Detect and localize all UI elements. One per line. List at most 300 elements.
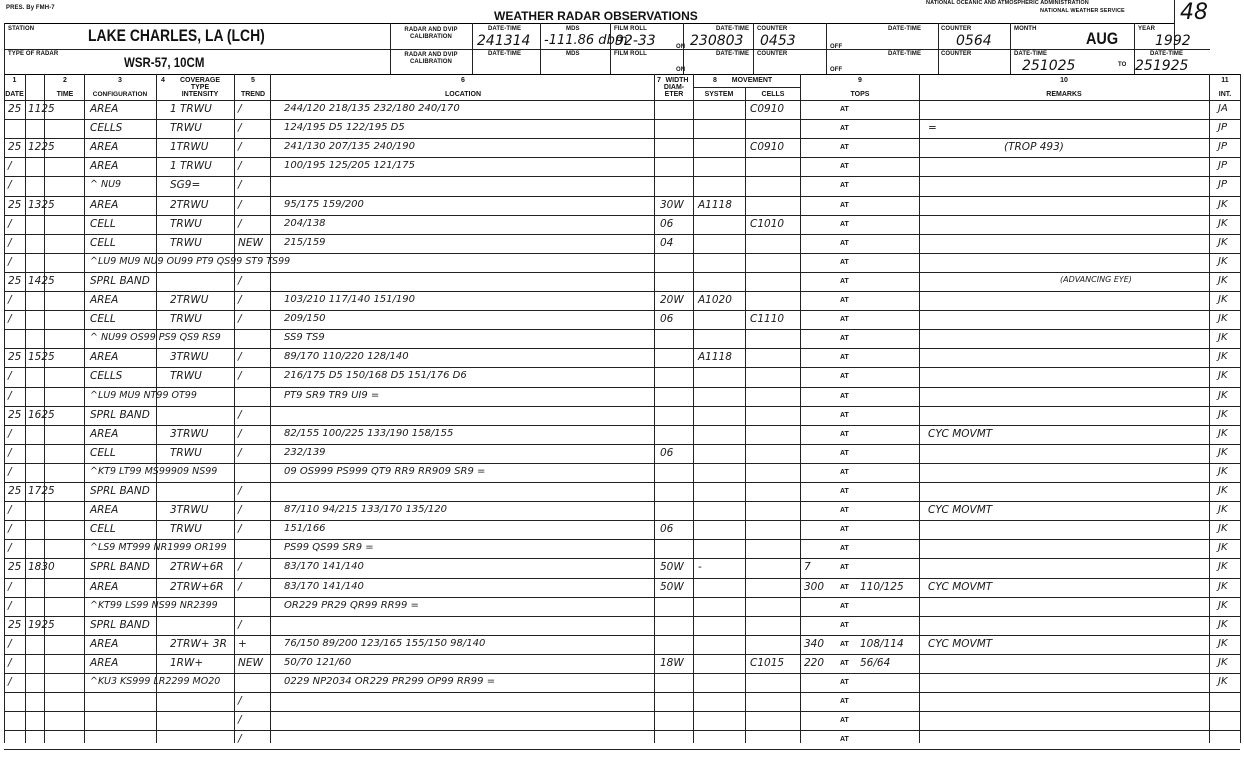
row-initials: JK bbox=[1218, 390, 1228, 401]
row-remarks: CYC MOVMT bbox=[928, 504, 993, 516]
row-divider bbox=[4, 558, 1240, 559]
counter-label-2: COUNTER bbox=[757, 51, 788, 57]
row-width: 50W bbox=[660, 581, 684, 593]
row-configuration: ^KT99 LS99 NS99 NR2399 bbox=[90, 600, 218, 611]
row-cells-movement: C0910 bbox=[750, 103, 785, 115]
row-location: 244/120 218/135 232/180 240/170 bbox=[284, 103, 460, 114]
film-roll-label-2: FILM ROLL bbox=[614, 51, 647, 57]
row-trend: / bbox=[238, 103, 242, 115]
row-remarks: (TROP 493) bbox=[1004, 141, 1064, 153]
year-label: YEAR bbox=[1138, 26, 1156, 32]
row-configuration: ^KT9 LT99 MS99909 NS99 bbox=[90, 466, 218, 477]
row-date: / bbox=[8, 676, 12, 688]
row-date: / bbox=[8, 504, 12, 516]
row-trend: / bbox=[238, 218, 242, 230]
at-label: AT bbox=[840, 736, 849, 743]
row-initials: JK bbox=[1218, 466, 1228, 477]
film-roll-value: 92-33 bbox=[615, 33, 656, 49]
row-date: / bbox=[8, 313, 12, 325]
row-date: 25 bbox=[8, 619, 22, 631]
station-value: LAKE CHARLES, LA (LCH) bbox=[88, 26, 265, 45]
col8-num: 8 bbox=[713, 77, 717, 84]
row-remarks: CYC MOVMT bbox=[928, 581, 993, 593]
at-label: AT bbox=[840, 717, 849, 724]
row-divider bbox=[4, 711, 1240, 712]
row-divider bbox=[4, 291, 1240, 292]
at-label: AT bbox=[840, 507, 849, 514]
row-initials: JP bbox=[1218, 122, 1227, 133]
form-id: PRES. By FMH-7 bbox=[6, 5, 55, 11]
row-intensity: 2TRWU bbox=[170, 294, 209, 306]
row-location: 83/170 141/140 bbox=[284, 581, 364, 592]
row-date: / bbox=[8, 600, 12, 612]
row-initials: JK bbox=[1218, 218, 1228, 229]
row-trend: / bbox=[238, 370, 242, 382]
row-initials: JP bbox=[1218, 179, 1227, 190]
row-configuration: ^LU9 MU9 NT99 OT99 bbox=[90, 390, 197, 401]
row-date: / bbox=[8, 657, 12, 669]
row-configuration: CELLS bbox=[90, 122, 123, 134]
row-divider bbox=[4, 310, 1240, 311]
row-tops-height: 340 bbox=[804, 638, 825, 650]
row-width: 06 bbox=[660, 447, 674, 459]
row-system-movement: - bbox=[698, 561, 702, 573]
col6-header: LOCATION bbox=[444, 91, 482, 98]
row-configuration: SPRL BAND bbox=[90, 619, 150, 631]
row-initials: JK bbox=[1218, 294, 1228, 305]
row-date: 25 bbox=[8, 141, 22, 153]
row-location: SS9 TS9 bbox=[284, 332, 325, 343]
row-time: 1525 bbox=[28, 351, 55, 363]
at-label: AT bbox=[840, 679, 849, 686]
row-width: 06 bbox=[660, 523, 674, 535]
row-remarks: = bbox=[928, 122, 937, 134]
row-date: / bbox=[8, 370, 12, 382]
row-divider bbox=[4, 348, 1240, 349]
row-initials: JK bbox=[1218, 504, 1228, 515]
row-divider bbox=[4, 730, 1240, 731]
col7-num: 7 bbox=[657, 77, 661, 84]
row-initials: JK bbox=[1218, 676, 1228, 687]
radar-cal-label-2: RADAR AND DVIP CALIBRATION bbox=[404, 52, 458, 65]
row-divider bbox=[4, 463, 1240, 464]
row-configuration: AREA bbox=[90, 351, 119, 363]
row-configuration: CELL bbox=[90, 523, 116, 535]
row-time: 1725 bbox=[28, 485, 55, 497]
row-divider bbox=[4, 119, 1240, 120]
row-initials: JK bbox=[1218, 256, 1228, 267]
row-width: 04 bbox=[660, 237, 674, 249]
col5-num: 5 bbox=[251, 77, 255, 84]
row-divider bbox=[4, 482, 1240, 483]
row-location: OR229 PR29 QR99 RR99 = bbox=[284, 600, 419, 611]
row-intensity: 3TRWU bbox=[170, 428, 209, 440]
row-date: 25 bbox=[8, 485, 22, 497]
at-label: AT bbox=[840, 163, 849, 170]
row-date: / bbox=[8, 294, 12, 306]
row-initials: JK bbox=[1218, 409, 1228, 420]
row-date: / bbox=[8, 237, 12, 249]
at-label: AT bbox=[840, 431, 849, 438]
month-value: AUG bbox=[1086, 29, 1119, 48]
row-date: / bbox=[8, 428, 12, 440]
row-remarks: CYC MOVMT bbox=[928, 428, 993, 440]
row-trend: / bbox=[238, 504, 242, 516]
film-datetime-label-2: DATE-TIME bbox=[716, 51, 750, 57]
row-location: 232/139 bbox=[284, 447, 326, 458]
year-value: 1992 bbox=[1155, 33, 1191, 49]
row-date: / bbox=[8, 160, 12, 172]
row-initials: JK bbox=[1218, 370, 1228, 381]
col2-header: TIME bbox=[56, 91, 74, 98]
col4-header-a: COVERAGE bbox=[179, 77, 221, 84]
row-intensity: TRWU bbox=[170, 122, 202, 134]
row-tops-height: 220 bbox=[804, 657, 825, 669]
row-divider bbox=[4, 329, 1240, 330]
col8-cells: CELLS bbox=[761, 91, 785, 98]
range-datetime-label-2: DATE-TIME bbox=[1150, 51, 1184, 57]
counter2-label-1: COUNTER bbox=[941, 26, 972, 32]
at-label: AT bbox=[840, 526, 849, 533]
row-initials: JK bbox=[1218, 581, 1228, 592]
at-label: AT bbox=[840, 469, 849, 476]
row-initials: JK bbox=[1218, 619, 1228, 630]
row-trend: / bbox=[238, 619, 242, 631]
col1-header: DATE bbox=[5, 91, 24, 98]
row-trend: / bbox=[238, 199, 242, 211]
col8-system: SYSTEM bbox=[704, 91, 734, 98]
at-label: AT bbox=[840, 335, 849, 342]
row-configuration: CELLS bbox=[90, 370, 123, 382]
row-initials: JK bbox=[1218, 428, 1228, 439]
row-date: / bbox=[8, 466, 12, 478]
counter2-value: 0564 bbox=[956, 33, 992, 49]
counter-label-1: COUNTER bbox=[757, 26, 788, 32]
row-intensity: 2TRW+ 3R bbox=[170, 638, 227, 650]
row-divider bbox=[4, 176, 1240, 177]
row-divider bbox=[4, 501, 1240, 502]
row-divider bbox=[4, 597, 1240, 598]
col11-header: INT. bbox=[1218, 91, 1232, 98]
row-intensity: TRWU bbox=[170, 237, 202, 249]
row-intensity: 3TRWU bbox=[170, 504, 209, 516]
row-configuration: ^ NU99 OS99 PS9 QS9 RS9 bbox=[90, 332, 221, 343]
row-divider bbox=[4, 692, 1240, 693]
row-date: / bbox=[8, 256, 12, 268]
row-location: 100/195 125/205 121/175 bbox=[284, 160, 415, 171]
datetime-label-2: DATE-TIME bbox=[488, 51, 522, 57]
counter-value: 0453 bbox=[760, 33, 796, 49]
row-initials: JK bbox=[1218, 657, 1228, 668]
at-label: AT bbox=[840, 182, 849, 189]
page-number: 48 bbox=[1180, 0, 1208, 25]
row-tops: 108/114 bbox=[860, 638, 904, 650]
row-divider bbox=[4, 520, 1240, 521]
col5-header: TREND bbox=[240, 91, 266, 98]
row-date: 25 bbox=[8, 103, 22, 115]
row-initials: JK bbox=[1218, 600, 1228, 611]
at-label: AT bbox=[840, 144, 849, 151]
row-intensity: 2TRW+6R bbox=[170, 561, 224, 573]
row-configuration: AREA bbox=[90, 657, 119, 669]
row-trend: NEW bbox=[238, 237, 263, 249]
row-intensity: 3TRWU bbox=[170, 351, 209, 363]
row-width: 18W bbox=[660, 657, 684, 669]
row-location: 83/170 141/140 bbox=[284, 561, 364, 572]
at-label: AT bbox=[840, 450, 849, 457]
row-initials: JK bbox=[1218, 485, 1228, 496]
row-configuration: ^ NU9 bbox=[90, 179, 122, 190]
row-trend: + bbox=[238, 638, 247, 650]
row-configuration: AREA bbox=[90, 428, 119, 440]
row-date: / bbox=[8, 447, 12, 459]
row-tops: 56/64 bbox=[860, 657, 891, 669]
row-date: / bbox=[8, 638, 12, 650]
col9-header: TOPS bbox=[850, 91, 870, 98]
row-initials: JK bbox=[1218, 313, 1228, 324]
row-trend: / bbox=[238, 179, 242, 191]
col3-num: 3 bbox=[118, 77, 122, 84]
row-divider bbox=[4, 539, 1240, 540]
agency-line1: NATIONAL OCEANIC AND ATMOSPHERIC ADMINISTRATION bbox=[926, 0, 1089, 6]
row-location: 89/170 110/220 128/140 bbox=[284, 351, 409, 362]
off-datetime-label-1: DATE-TIME bbox=[888, 26, 922, 32]
row-configuration: SPRL BAND bbox=[90, 409, 150, 421]
on-label-1: ON bbox=[676, 44, 686, 50]
row-divider bbox=[4, 138, 1240, 139]
at-label: AT bbox=[840, 622, 849, 629]
row-location: 76/150 89/200 123/165 155/150 98/140 bbox=[284, 638, 486, 649]
row-location: 209/150 bbox=[284, 313, 326, 324]
row-trend: / bbox=[238, 351, 242, 363]
row-tops-height: 7 bbox=[804, 561, 811, 573]
row-configuration: SPRL BAND bbox=[90, 275, 150, 287]
row-intensity: 1RW+ bbox=[170, 657, 204, 669]
col1-num: 1 bbox=[12, 77, 17, 84]
row-tops-height: 300 bbox=[804, 581, 825, 593]
row-date: 25 bbox=[8, 275, 22, 287]
at-label: AT bbox=[840, 603, 849, 610]
col4-header-c: INTENSITY bbox=[181, 91, 219, 98]
col11-num: 11 bbox=[1221, 77, 1229, 84]
row-configuration: ^KU3 KS999 LR2299 MO20 bbox=[90, 676, 221, 687]
mds-value: -111.86 dbm bbox=[544, 33, 628, 48]
col10-num: 10 bbox=[1060, 77, 1068, 84]
row-trend: / bbox=[238, 485, 242, 497]
row-configuration: SPRL BAND bbox=[90, 485, 150, 497]
row-width: 50W bbox=[660, 561, 684, 573]
at-label: AT bbox=[840, 698, 849, 705]
row-width: 06 bbox=[660, 313, 674, 325]
row-initials: JK bbox=[1218, 351, 1228, 362]
row-initials: JK bbox=[1218, 638, 1228, 649]
film-datetime-value: 230803 bbox=[690, 33, 744, 49]
row-divider bbox=[4, 196, 1240, 197]
row-date: / bbox=[8, 581, 12, 593]
row-intensity: TRWU bbox=[170, 370, 202, 382]
row-system-movement: A1118 bbox=[698, 351, 732, 363]
row-location: 204/138 bbox=[284, 218, 326, 229]
row-trend: / bbox=[238, 275, 242, 287]
col8-header: MOVEMENT bbox=[731, 77, 773, 84]
row-trend: / bbox=[238, 561, 242, 573]
row-time: 1325 bbox=[28, 199, 55, 211]
row-time: 1625 bbox=[28, 409, 55, 421]
row-divider bbox=[4, 444, 1240, 445]
col7-header-a: WIDTH bbox=[665, 77, 689, 84]
row-location: 0229 NP2034 OR229 PR299 OP99 RR99 = bbox=[284, 676, 496, 687]
radar-cal-label-1: RADAR AND DVIP CALIBRATION bbox=[404, 27, 458, 40]
row-remarks: CYC MOVMT bbox=[928, 638, 993, 650]
datetime-value: 241314 bbox=[477, 33, 531, 49]
row-configuration: ^LU9 MU9 NU9 OU99 PT9 QS99 ST9 TS99 bbox=[90, 256, 291, 267]
row-location: 82/155 100/225 133/190 158/155 bbox=[284, 428, 454, 439]
at-label: AT bbox=[840, 259, 849, 266]
at-label: AT bbox=[840, 564, 849, 571]
row-date: 25 bbox=[8, 409, 22, 421]
row-configuration: AREA bbox=[90, 141, 119, 153]
on-label-2: ON bbox=[676, 67, 686, 73]
row-configuration: AREA bbox=[90, 638, 119, 650]
row-configuration: CELL bbox=[90, 237, 116, 249]
row-system-movement: A1118 bbox=[698, 199, 732, 211]
counter2-label-2: COUNTER bbox=[941, 51, 972, 57]
row-divider bbox=[4, 367, 1240, 368]
off-label-1: OFF bbox=[830, 44, 843, 50]
at-label: AT bbox=[840, 393, 849, 400]
form-title: WEATHER RADAR OBSERVATIONS bbox=[494, 9, 698, 23]
row-trend: / bbox=[238, 294, 242, 306]
row-configuration: AREA bbox=[90, 199, 119, 211]
row-cells-movement: C1010 bbox=[750, 218, 785, 230]
row-divider bbox=[4, 387, 1240, 388]
col2-num: 2 bbox=[63, 77, 67, 84]
row-trend: / bbox=[238, 714, 242, 726]
at-label: AT bbox=[840, 584, 849, 591]
row-location: 241/130 207/135 240/190 bbox=[284, 141, 415, 152]
row-configuration: CELL bbox=[90, 218, 116, 230]
at-label: AT bbox=[840, 125, 849, 132]
row-initials: JK bbox=[1218, 447, 1228, 458]
row-intensity: 1TRWU bbox=[170, 141, 209, 153]
row-trend: / bbox=[238, 695, 242, 707]
row-location: 50/70 121/60 bbox=[284, 657, 352, 668]
row-location: 103/210 117/140 151/190 bbox=[284, 294, 415, 305]
row-width: 06 bbox=[660, 218, 674, 230]
row-width: 20W bbox=[660, 294, 684, 306]
film-datetime-label-1: DATE-TIME bbox=[716, 26, 750, 32]
row-configuration: AREA bbox=[90, 103, 119, 115]
film-roll-label-1: FILM ROLL bbox=[614, 26, 647, 32]
radar-type-label: TYPE OF RADAR bbox=[8, 51, 59, 57]
row-intensity: 2TRW+6R bbox=[170, 581, 224, 593]
datetime-label-1: DATE-TIME bbox=[488, 26, 522, 32]
row-system-movement: A1020 bbox=[698, 294, 732, 306]
row-divider bbox=[4, 673, 1240, 674]
row-intensity: 1 TRWU bbox=[170, 103, 212, 115]
row-configuration: SPRL BAND bbox=[90, 561, 150, 573]
row-intensity: TRWU bbox=[170, 313, 202, 325]
row-remarks: (ADVANCING EYE) bbox=[1060, 275, 1132, 284]
row-trend: NEW bbox=[238, 657, 263, 669]
at-label: AT bbox=[840, 373, 849, 380]
row-location: 87/110 94/215 133/170 135/120 bbox=[284, 504, 447, 515]
row-trend: / bbox=[238, 160, 242, 172]
row-time: 1925 bbox=[28, 619, 55, 631]
row-location: PS99 QS99 SR9 = bbox=[284, 542, 374, 553]
row-intensity: 1 TRWU bbox=[170, 160, 212, 172]
off-label-2: OFF bbox=[830, 67, 843, 73]
row-cells-movement: C1110 bbox=[750, 313, 785, 325]
row-divider bbox=[4, 425, 1240, 426]
at-label: AT bbox=[840, 412, 849, 419]
at-label: AT bbox=[840, 240, 849, 247]
row-location: 95/175 159/200 bbox=[284, 199, 364, 210]
row-divider bbox=[4, 578, 1240, 579]
row-divider bbox=[4, 215, 1240, 216]
row-intensity: SG9= bbox=[170, 179, 201, 191]
agency-line2: NATIONAL WEATHER SERVICE bbox=[1040, 8, 1125, 14]
row-divider bbox=[4, 749, 1240, 750]
row-initials: JK bbox=[1218, 275, 1228, 286]
row-initials: JK bbox=[1218, 237, 1228, 248]
row-initials: JK bbox=[1218, 561, 1228, 572]
col3-header: CONFIGURATION bbox=[92, 91, 148, 98]
off-datetime-label-2: DATE-TIME bbox=[888, 51, 922, 57]
row-initials: JK bbox=[1218, 542, 1228, 553]
row-trend: / bbox=[238, 523, 242, 535]
row-configuration: CELL bbox=[90, 313, 116, 325]
row-configuration: AREA bbox=[90, 294, 119, 306]
row-intensity: TRWU bbox=[170, 447, 202, 459]
row-location: 09 OS999 PS999 QT9 RR9 RR909 SR9 = bbox=[284, 466, 486, 477]
row-trend: / bbox=[238, 428, 242, 440]
row-initials: JP bbox=[1218, 160, 1227, 171]
row-divider bbox=[4, 253, 1240, 254]
range-datetime-label: DATE-TIME bbox=[1014, 51, 1048, 57]
at-label: AT bbox=[840, 316, 849, 323]
col4-num: 4 bbox=[161, 77, 165, 84]
row-date: / bbox=[8, 179, 12, 191]
row-intensity: 2TRWU bbox=[170, 199, 209, 211]
datetime-to: 251925 bbox=[1135, 58, 1189, 74]
row-configuration: AREA bbox=[90, 504, 119, 516]
row-initials: JA bbox=[1218, 103, 1228, 114]
row-divider bbox=[4, 654, 1240, 655]
at-label: AT bbox=[840, 106, 849, 113]
row-initials: JK bbox=[1218, 332, 1228, 343]
row-date: / bbox=[8, 542, 12, 554]
row-trend: / bbox=[238, 733, 242, 745]
row-initials: JK bbox=[1218, 523, 1228, 534]
station-label: STATION bbox=[8, 26, 35, 32]
row-intensity: TRWU bbox=[170, 523, 202, 535]
row-date: / bbox=[8, 218, 12, 230]
row-time: 1830 bbox=[28, 561, 55, 573]
mds-label-2: MDS bbox=[566, 51, 580, 57]
at-label: AT bbox=[840, 202, 849, 209]
at-label: AT bbox=[840, 641, 849, 648]
at-label: AT bbox=[840, 660, 849, 667]
col7-header-b: DIAM- bbox=[663, 84, 685, 91]
row-tops: 110/125 bbox=[860, 581, 904, 593]
row-width: 30W bbox=[660, 199, 684, 211]
row-configuration: ^LS9 MT999 NR1999 OR199 bbox=[90, 542, 227, 553]
row-location: PT9 SR9 TR9 UI9 = bbox=[284, 390, 380, 401]
row-trend: / bbox=[238, 313, 242, 325]
row-initials: JK bbox=[1218, 199, 1228, 210]
col10-header: REMARKS bbox=[1046, 91, 1082, 98]
